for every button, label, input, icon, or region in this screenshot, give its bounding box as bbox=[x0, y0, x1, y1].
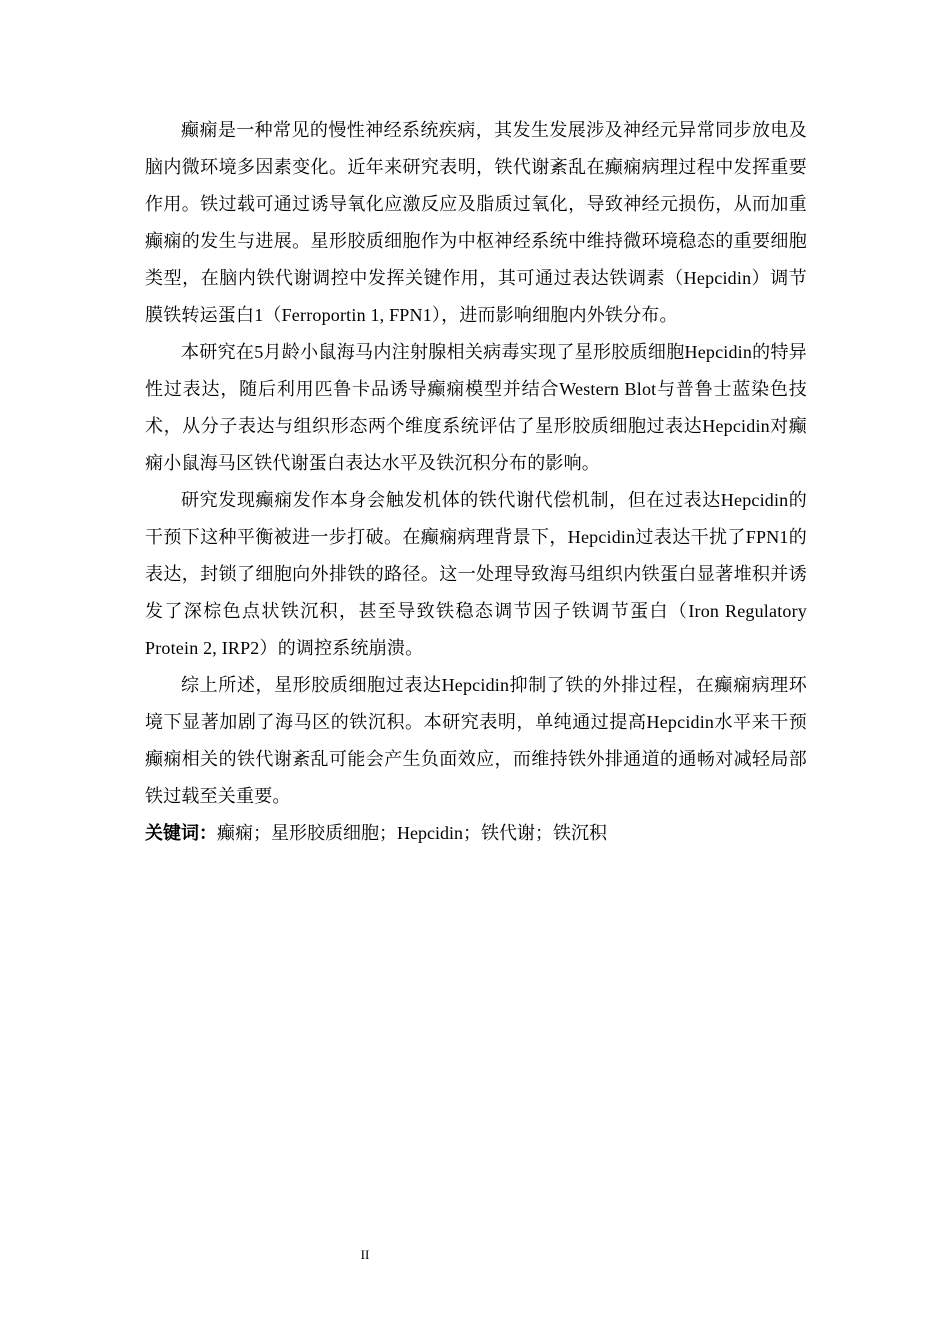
abstract-body bbox=[145, 112, 807, 852]
abstract-paragraph-1: 癫痫是一种常见的慢性神经系统疾病，其发生发展涉及神经元异常同步放电及脑内微环境多因素变化。近年来研究表明，铁代谢紊乱在癫痫病理过程中发挥重要作用。铁过载可通过诱导氧化应激反应及脂质过氧化，导致神经元损伤，从而加重癫痫的发生与进展。星形胶质细胞作为中枢神经系统中维持微环境稳态的重要细胞类型，在脑内铁代谢调控中发挥关键作用，其可通过表达铁调素（Hepcidin）调节膜铁转运蛋白1（Ferroportin 1, FPN1），进而影响细胞内外铁分布。 bbox=[145, 120, 807, 325]
keywords-label: 关键词： bbox=[145, 823, 217, 843]
keywords-text: 癫痫；星形胶质细胞；Hepcidin；铁代谢；铁沉积 bbox=[217, 823, 607, 843]
keywords-line bbox=[145, 815, 807, 852]
abstract-paragraph-4: 综上所述，星形胶质细胞过表达Hepcidin抑制了铁的外排过程，在癫痫病理环境下显著加剧了海马区的铁沉积。本研究表明，单纯通过提高Hepcidin水平来干预癫痫相关的铁代谢紊乱可能会产生负面效应，而维持铁外排通道的通畅对减轻局部铁过载至关重要。 bbox=[145, 675, 807, 806]
abstract-paragraph-3: 研究发现癫痫发作本身会触发机体的铁代谢代偿机制，但在过表达Hepcidin的干预下这种平衡被进一步打破。在癫痫病理背景下，Hepcidin过表达干扰了FPN1的表达，封锁了细胞向外排铁的路径。这一处理导致海马组织内铁蛋白显著堆积并诱发了深棕色点状铁沉积，甚至导致铁稳态调节因子铁调节蛋白（Iron Regulatory Protein 2, IRP2）的调控系统崩溃。 bbox=[145, 490, 807, 658]
abstract-paragraph-2: 本研究在5月龄小鼠海马内注射腺相关病毒实现了星形胶质细胞Hepcidin的特异性过表达，随后利用匹鲁卡品诱导癫痫模型并结合Western Blot与普鲁士蓝染色技术，从分子表达与组织形态两个维度系统评估了星形胶质细胞过表达Hepcidin对癫痫小鼠海马区铁代谢蛋白表达水平及铁沉积分布的影响。 bbox=[145, 342, 807, 473]
page-number: II bbox=[360, 1247, 370, 1262]
